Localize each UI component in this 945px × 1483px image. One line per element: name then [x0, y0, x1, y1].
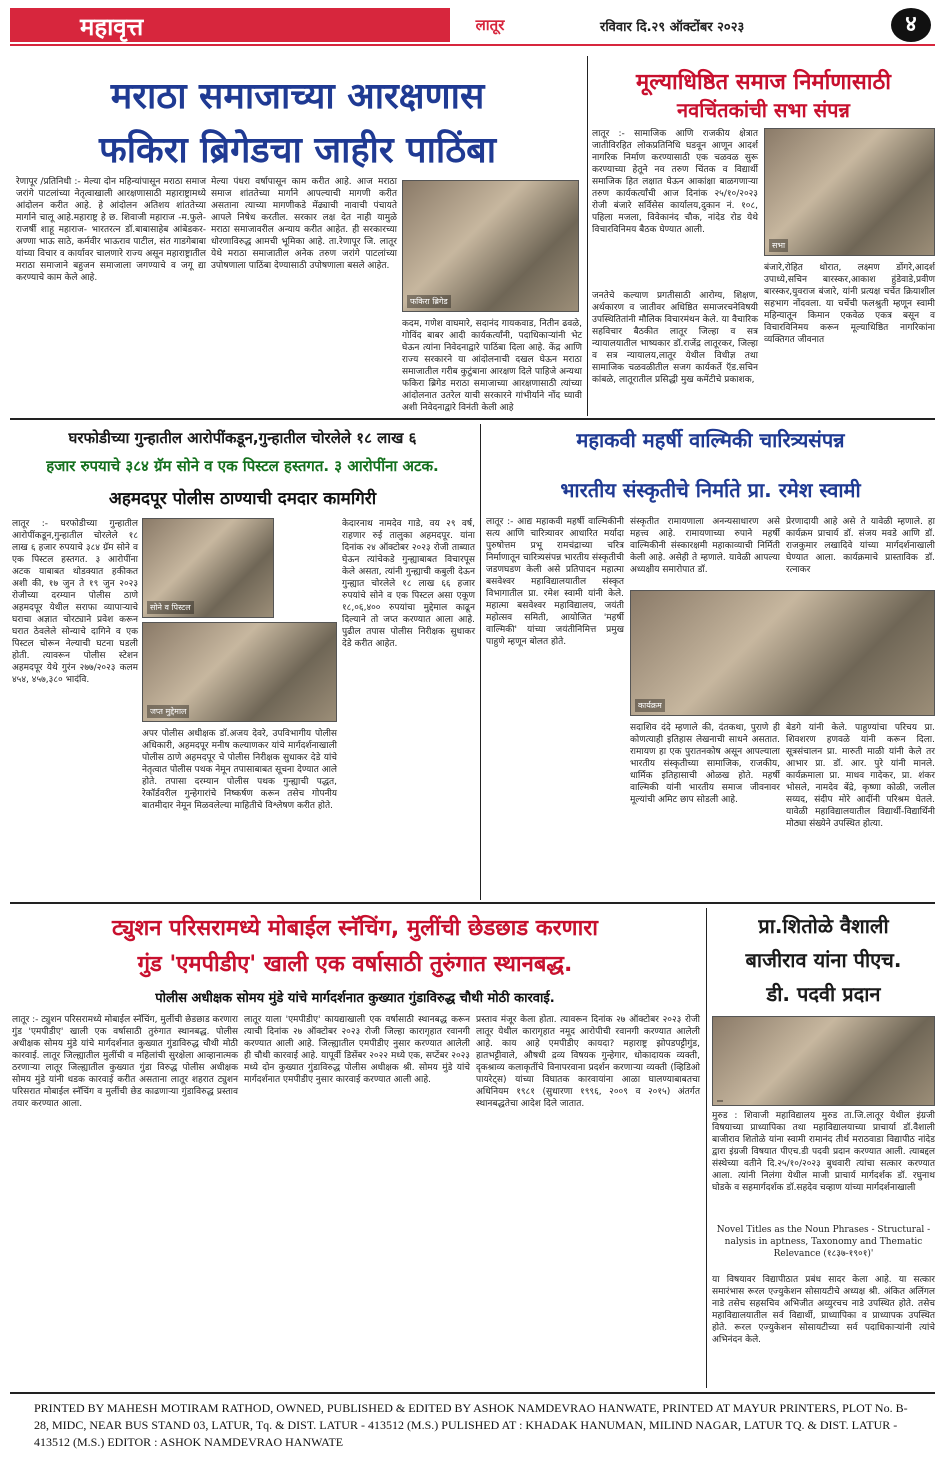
story3-photo2-caption: जप्त मुद्देमाल — [147, 705, 189, 718]
masthead-city: लातूर — [475, 16, 505, 34]
story4-photo-caption: कार्यक्रम — [635, 699, 665, 712]
story2-col2: जनतेचे कल्याण प्रगतीसाठी आरोग्य, शिक्षण, अर्थकारण व जातीवर अधिष्ठित समाजरचनेविषयी उपस्थितितांनी मौलिक विचारमंथन केले. या वैचारिक सहविचार बैठकीत लातूर जिल्हा व सत्र न्यायालयातील भाष्यकार डॉ.राजेंद्र लातूरकर, जिल्हा व सत्र न्यायालय,लातूर येथील विधीज्ञ तथा सामाजिक चळवळीतील सजग कार्यकर्ते ऍड.सचिन कांबळे, लातूरातील प्रसिद्धी मुख कमेंटीचे प्रकाशक, — [592, 291, 761, 385]
story3-photo1-caption: सोने व पिस्टल — [147, 601, 194, 614]
masthead — [10, 8, 935, 42]
divider-1 — [10, 418, 935, 420]
story3-photo2 — [142, 622, 337, 722]
story5-col3: प्रस्ताव मंजूर केला होता. त्यावरून दिनांक २७ ऑक्टोबर २०२३ रोजी लातूर येथील कारागृहात नमूद आरोपीची रवानगी करण्यात आलेली आहे. काय आहे एमपीडीए कायदा? महाराष्ट्र झोपडपट्टीगुंड, हातभट्टीवाले, औषधी द्रव्य विषयक गुन्हेगार, धोकादायक व्यक्ती, दृकश्राव्य कलाकृतींचे विनापरवाना प्रदर्शन करणाऱ्या व्यक्ती (व्हिडिओ पायरेट्स) यांच्या विघातक कारवायांना आळा घालण्याबाबतचा अधिनियम १९८१ (सुधारणा १९९६, २००९ व २०१५) अंतर्गत स्थानबद्धतेचा आदेश दिले जातात. — [476, 1015, 703, 1109]
story4-col2: संस्कृतीत रामायणाला अनन्यसाधारण असे महत्त्व आहे. रामायणाच्या रुपाने महर्षी वाल्मिकीनी संस्कारक्षमी महाकाव्याची निर्मिती केली आहे. असेही ते म्हणाले. यावेळी आपल्या अध्यक्षीय समारोपात डॉ. — [630, 517, 783, 575]
story1-col2: मेल्या पंधरा वर्षापासून काम करीत आहे. आज मराठा समाज शांततेच्या मार्गाने आपल्याची मागणी करीत असताना त्याच्या मागणीकडे मेंढ्याची नावाची पंचायते आपले निषेध करतील. सरकार लक्ष देत नाही यामुळे मराठा समाजावरील अन्याय करीत आहेत. ही सरकारच्या धोरणाविरुद्ध आमची भूमिका आहे. ता.रेणापूर जि. लातूर येथे मराठा समाजातील अनेक तरुण जरांगे पाटलांच्या उपोषणाला पाठिंबा देण्यासाठी उपोषणाला बसले आहेत. — [211, 177, 400, 271]
story4-col4: सदाशिव दंदे म्हणाले की, दंतकथा, पुराणे ही कोणत्याही इतिहास लेखनाची साधने असतात. रामायण हा एक पुरातनकोष असून आपल्याला भारतीय संस्कृतीच्या सामाजिक, राजकीय, धार्मिक इतिहासाची ओळख होते. महर्षी वाल्मिकी यांनी भारतीय समाज जीवनावर मूल्यांची अमिट छाप सोडली आहे. — [630, 723, 783, 805]
story2-headline-1: मूल्याधिष्ठित समाज निर्माणासाठी — [636, 70, 891, 95]
story3-headline-2: हजार रुपयाचे ३८४ ग्रॅम सोने व एक पिस्टल हस्तगत. ३ आरोपींना अटक. — [46, 457, 439, 475]
story5-col1: लातूर :- ट्युशन परिसरामध्ये मोबाईल स्नॅचिंग, मुलींची छेडछाड करणारा गुंड 'एमपीडीए' खाली एक वर्षासाठी तुरुंगात स्थानबद्ध. पोलीस अधीक्षक सोमय मुंडे यांचे मार्गदर्शनात कुख्यात गुंडाविरुद्ध चौथी मोठी कारवाई. लातूर जिल्ह्यातील मुलींची व महिलांची सुरक्षेला आव्हानात्मक ठरणाऱ्या लातूर जिल्ह्यातील कुख्यात गुंडा विरुद्ध पोलीस अधीक्षक सोमय मुंडे यांनी धडक कारवाई करीत असताना लातूर शहरात ट्युशन परिसरात मोबाईल स्नॅचिंग व मुलींची छेड काढणाऱ्या गुंडाविरुद्ध प्रस्ताव तयार करण्यात आला. — [12, 1015, 241, 1109]
story6-body-top: मुरुड : शिवाजी महाविद्यालय मुरुड ता.जि.लातूर येथील इंग्रजी विषयाच्या प्राध्यापिका तथा महाविद्यालयाच्या प्राचार्या डॉ.वैशाली बाजीराव शितोळे यांना स्वामी रामानंद तीर्थ मराठवाडा विद्यापीठ नांदेड द्वारा इंग्रजी विषयात पीएच.डी पदवी प्रदान करण्यात आली. त्याबद्दल संस्थेच्या वतीने दि.२५/१०/२०२३ बुधवारी त्यांचा सत्कार करण्यात आला. त्यांनी निलंगा येथील माजी प्राचार्य मार्गदर्शक डॉ. रघुनाथ घोडके व सहमार्गदर्शक डॉ.सहदेव चव्हाण यांच्या मार्गदर्शनाखाली — [712, 1111, 938, 1193]
story5-headline-1: ट्युशन परिसरामध्ये मोबाईल स्नॅचिंग, मुलींची छेडछाड करणारा — [112, 916, 598, 941]
story5-subhead: पोलीस अधीक्षक सोमय मुंडे यांचे मार्गदर्शनात कुख्यात गुंडाविरुद्ध चौथी मोठी कारवाई. — [155, 991, 555, 1006]
story4-headline-1: महाकवी महर्षी वाल्मिकी चारित्र्यसंपन्न — [576, 428, 845, 452]
masthead-red-bar — [10, 8, 450, 42]
story6-headline-1: प्रा.शितोळे वैशाली — [758, 914, 889, 938]
masthead-date: रविवार दि.२९ ऑक्टोंबर २०२३ — [600, 20, 745, 35]
story2-photo-caption: सभा — [769, 239, 788, 252]
story6-body-bottom: या विषयावर विद्यापीठात प्रबंध सादर केला आहे. या सत्कार समारंभास रूरल एज्युकेशन सोसायटीचे अध्यक्ष श्री. अंकित अलिंगल नाडे तसेच सहसचिव अभिजीत अय्युरचच नाडे उपस्थित होते. तसेच महाविद्यालयातील सर्व विद्यार्थी, प्राध्यापिका व प्राध्यापक उपस्थित होते. रूरल एज्युकेशन सोसायटीच्या सर्व पदाधिकाऱ्यांनी त्यांचे अभिनंदन केले. — [712, 1275, 938, 1345]
story3-subhead: अहमदपूर पोलीस ठाण्याची दमदार कामगिरी — [108, 489, 377, 509]
story1-photo-caption: फकिरा ब्रिगेड — [407, 295, 451, 308]
page-number-badge — [891, 8, 931, 42]
story4-photo — [630, 590, 935, 716]
story5-headline-2: गुंड 'एमपीडीए' खाली एक वर्षासाठी तुरुंगात स्थानबद्ध. — [137, 952, 573, 977]
divider-2 — [10, 902, 935, 904]
story3-photo1 — [142, 518, 274, 618]
story6-headline-2: बाजीराव यांना पीएच. — [745, 948, 902, 972]
story1-col3: कदम, गणेश वाघमारे, सदानंद गायकवाड, नितीन ढवळे, गोविंद बाबर आदी कार्यकर्त्यांनी, पदाधिकाऱ्यांनी भेट घेऊन त्यांना निवेदनाद्वारे पाठिंबा दिला आहे. केंद्र आणि राज्य सरकारने या आंदोलनाची दखल घेऊन मराठा समाजातील गरीब कुटुंबाना आरक्षण दिले पाहिजे अन्यथा फकिरा ब्रिगेड मराठा समाजाच्या आरक्षणासाठी त्यांच्या आंदोलनात उतरेल याची सरकारने गांभीर्याने नोंद घ्यावी अशी निवेदनाद्वारे विनंती केली आहे — [402, 319, 585, 413]
story3-col2: अपर पोलीस अधीक्षक डॉ.अजय देवरे, उपविभागीय पोलीस अधिकारी, अहमदपूर मनीष कल्याणकर यांचे मार्गदर्शनाखाली पोलीस ठाणे अहमदपूर चे पोलीस निरीक्षक सुधाकर देडे यांचे नेतृत्वात पोलीस पथक नेमून तपासाबाबत सूचना देण्यात आले होते. तपासा दरम्यान पोलीस पथक गुन्ह्याची पद्धत, रेकॉर्डवरील गुन्हेगारांचे निष्कर्षण करून तसेच गोपनीय बातमीदार नेमून मिळवलेल्या माहितीचे विश्लेषण करीत होते. — [142, 729, 340, 811]
story6-photo — [712, 1016, 935, 1106]
story4-col1: लातूर :- आद्य महाकवी महर्षी वाल्मिकीनी सत्य आणि चारित्र्यावर आधारित मर्यादा पुरुषोत्तम प्रभू रामचंद्राच्या चरित्र निर्माणातून चारित्र्यसंपन्न भारतीय संस्कृतीची जडणघडण केली असे प्रतिपादन महात्मा बसवेश्वर महाविद्यालयातील संस्कृत विभागातील प्रा. रमेश स्वामी यांनी केले. महात्मा बसवेश्वर महाविद्यालय, जयंती महोत्सव समिती, आयोजित 'महर्षी वाल्मिकी' यांच्या जयंतीनिमित्त प्रमुख पाहुणे म्हणून बोलत होते. — [486, 517, 627, 647]
story1-headline-1: मराठा समाजाच्या आरक्षणास — [110, 76, 485, 117]
story2-photo — [764, 128, 935, 256]
page-number: ४ — [905, 12, 917, 37]
masthead-rule — [10, 44, 935, 46]
story6-thesis-title: Novel Titles as the Noun Phrases - Structural -nalysis in aptness, Taxonomy and Thematic Relevance (१८३७-१९०१)' — [716, 1225, 931, 1259]
story3-col1: लातूर :- घरफोडीच्या गुन्हातील आरोपींकडून,गुन्हातील चोरलेले १८ लाख ६ हजार रुपयाचे ३८४ ग्रॅम सोने व एक पिस्टल हस्तगत. ३ आरोपींना अटक याबाबत थोडक्यात हकीकत अशी की, १७ जुन ते १९ जुन २०२३ रोजीच्या दरम्यान पोलीस ठाणे अहमदपूर येथील सराफा व्यापाऱ्याचे घराचा अज्ञात चोरट्याने प्रवेश करून घरात ठेवलेले सोन्याचे दागिने व एक पिस्टल चोरून नेल्याची घटना घडली होती. त्यावरून पोलीस स्टेशन अहमदपूर येथे गुरंन २७७/२०२३ कलम ४५४, ४५७,३८० भादंवि. — [12, 519, 141, 685]
vdivider-top — [587, 56, 588, 416]
story2-col1: लातूर :- सामाजिक आणि राजकीय क्षेत्रात जातीविरहित लोकप्रतिनिधि घडवून आणून आदर्श नागरिक निर्माण करण्यासाठी एक चळवळ सुरू करण्याच्या हेतूने नव तरुण चिंतक व विद्यार्थी समाजिक हित लक्षात घेऊन आकांक्षा बाळगणाऱ्या तरुण कार्यकर्त्यांची आज दिनांक २५/१०/२०२३ रोजी बंजारे सर्विसेस कार्यालय,दुकान नं. १०८, पहिला मजला, विवेकानंद चौक, नांदेड रोड येथे विचारविनिमय बैठक घेण्यात आली. — [592, 129, 761, 235]
story3-headline-1: घरफोडीच्या गुन्हातील आरोपींकडून,गुन्हातील चोरलेले १८ लाख ६ — [68, 429, 417, 447]
story5-col2: लातूर याला 'एमपीडीए' कायद्याखाली एक वर्षासाठी स्थानबद्ध करून त्याची दिनांक २७ ऑक्टोबर २०२३ रोजी जिल्हा कारागृहात रवानगी करण्यात आली आहे. जिल्ह्यातील एमपीडीए नुसार करण्यात आलेली ही चौथी कारवाई आहे. यापूर्वी डिसेंबर २०२२ मध्ये एक, सप्टेंबर २०२३ मध्ये दोन कुख्यात गुंडाविरुद्ध पोलीस अधीक्षक श्री. सोमय मुंडे यांचे मार्गदर्शनात एमपीडीए नुसार कारवाई करण्यात आली आहे. — [244, 1015, 473, 1085]
story4-headline-2: भारतीय संस्कृतीचे निर्माते प्रा. रमेश स्वामी — [560, 478, 861, 502]
story6-photo-caption — [717, 1100, 723, 1102]
footer-rule — [10, 1392, 935, 1394]
story6-headline-3: डी. पदवी प्रदान — [766, 982, 881, 1006]
paper-name: महावृत्त — [80, 12, 144, 41]
story2-headline-2: नवचिंतकांची सभा संपन्न — [677, 98, 850, 122]
footer-imprint: PRINTED BY MAHESH MOTIRAM RATHOD, OWNED, PUBLISHED & EDITED BY ASHOK NAMDEVRAO HANWATE, PRINTED AT MAYUR PRINTERS, PLOT No. B-28, MIDC, NEAR BUS STAND 03, LATUR, Tq. & DIST. LATUR - 413512 (M.S.) PULISHED AT : KHADAK HANUMAN, MILIND NAGAR, LATUR TQ. & DIST. LATUR - 413512 (M.S.) EDITOR : ASHOK NAMDEVRAO HANWATE — [34, 1401, 908, 1449]
story3-col3: केदारनाथ नामदेव गाडे, वय २९ वर्ष, राहणार रुई तालुका अहमदपूर. यांना दिनांक २४ ऑक्टोबर २०२३ रोजी ताब्यात घेऊन त्यांचेकडे गुन्ह्याबाबत विचारपूस केले असता, त्यांनी गुन्ह्याची कबुली देऊन गुन्ह्यात चोरलेले १८ लाख ६६ हजार रुपयांचे सोने व एक पिस्टल असा एकूण १८,०६,४०० रुपयांचा मुद्देमाल काढून दिल्याने तो जप्त करण्यात आला आहे. पुढील तपास पोलीस निरीक्षक सुधाकर देडे करीत आहेत. — [342, 519, 478, 649]
vdivider-bottom — [706, 908, 707, 1388]
story4-col3: प्रेरणादायी आहे असे ते यावेळी म्हणाले. हा कार्यक्रम प्राचार्य डॉ. संजय मवडे आणि डॉ. राजकुमार लखादिवे यांच्या मार्गदर्शनाखाली घेण्यात आला. कार्यक्रमाचे प्रास्ताविक डॉ. रत्नाकर — [786, 517, 938, 575]
story2-col3: बंजारे,रोहित थोरात, लक्ष्मण डोंगरे,आदर्श उपाध्ये,सचिन बारस्कर,आकाश हुंडेवाडे,प्रवीण बारस्कर,युवराज बंजारे, यांनी प्रत्यक्ष चर्चेत क्रियाशील सहभाग नोंदवला. या चर्चेची फलश्रुती म्हणून स्वामी महिन्यातून किमान एकवेळ एकत्र बसून व विचारविनिमय करून मूल्याधिष्ठित नागरिकांना व्यक्तिगत जीवनात — [764, 263, 938, 345]
story1-photo — [402, 180, 579, 312]
story4-col5: बेडगे यांनी केले. पाहुण्यांचा परिचय प्रा. शिवशरण हणवळे यांनी करून दिला. सूत्रसंचालन प्रा. मारुती माळी यांनी केले तर आभार प्रा. डॉ. आर. पुरे यांनी मानले. कार्यक्रमाला प्रा. माधव गादेकर, प्रा. शंकर भोसले, नामदेव बेंद्रे, कृष्णा कोळी, जलील सय्यद, संदीप मोरे आदींनी परिश्रम घेतले. यावेळी महाविद्यालयातील विद्यार्थी-विद्यार्थिनी मोठ्या संख्येने उपस्थित होत्या. — [786, 723, 938, 829]
story1-col1: रेणापूर /प्रतिनिधी :- मेल्या दोन महिन्यांपासून मराठा समाज जरांगे पाटलांच्या नेतृत्वाखाली आरक्षणासाठी महाराष्ट्रामध्ये आंदोलन करीत आहे. हे आंदोलन अतिशय शांततेच्या मार्गाने चालू आहे.महाराष्ट्र हे छ. शिवाजी महाराज -म.फुले- राजर्षी शाहू महाराज- भारतरत्न डॉ.बाबासाहेब आंबेडकर- अण्णा भाऊ साठे, कर्मवीर भाऊराव पाटील, संत गाडगेबाबा यांच्या विचार व कार्यावर चालणारे राज्य असून महाराष्ट्रातील मराठा समाजाने बहुजन समाजाला जगण्याचे व जगू द्या करण्याचे काम केले आहे. — [16, 177, 209, 283]
story1-headline-2: फकिरा ब्रिगेडचा जाहीर पाठिंबा — [98, 130, 497, 171]
